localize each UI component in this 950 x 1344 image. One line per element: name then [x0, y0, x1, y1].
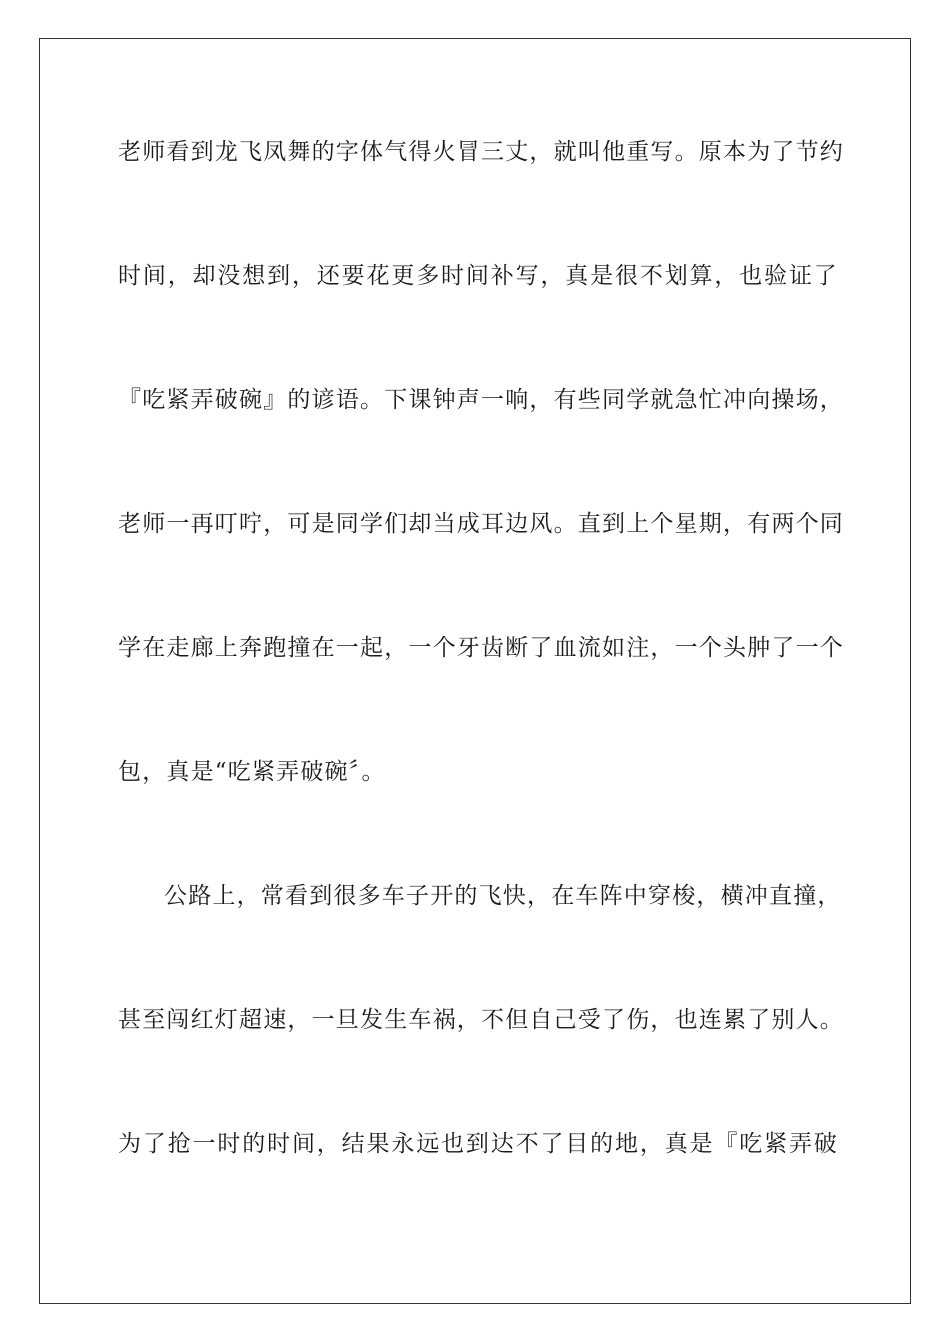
text-line-2: 时间，却没想到，还要花更多时间补写，真是很不划算，也验证了 — [118, 263, 838, 289]
text-line-4: 老师一再叮咛，可是同学们却当成耳边风。直到上个星期，有两个同 — [118, 511, 844, 537]
page-border — [39, 38, 911, 1304]
paragraph-indent-line: 公路上，常看到很多车子开的飞快，在车阵中穿梭，横冲直撞， — [164, 883, 842, 909]
text-line-9: 为了抢一时的时间，结果永远也到达不了目的地，真是『吃紧弄破 — [118, 1131, 838, 1157]
text-line-6: 包，真是“吃紧弄破碗〞。 — [118, 759, 386, 785]
text-line-3: 『吃紧弄破碗』的谚语。下课钟声一响，有些同学就急忙冲向操场， — [118, 387, 844, 413]
text-line-1: 老师看到龙飞凤舞的字体气得火冒三丈，就叫他重写。原本为了节约 — [118, 139, 844, 165]
text-line-5: 学在走廊上奔跑撞在一起，一个牙齿断了血流如注，一个头肿了一个 — [118, 635, 844, 661]
text-line-8: 甚至闯红灯超速，一旦发生车祸，不但自己受了伤，也连累了别人。 — [118, 1007, 844, 1033]
